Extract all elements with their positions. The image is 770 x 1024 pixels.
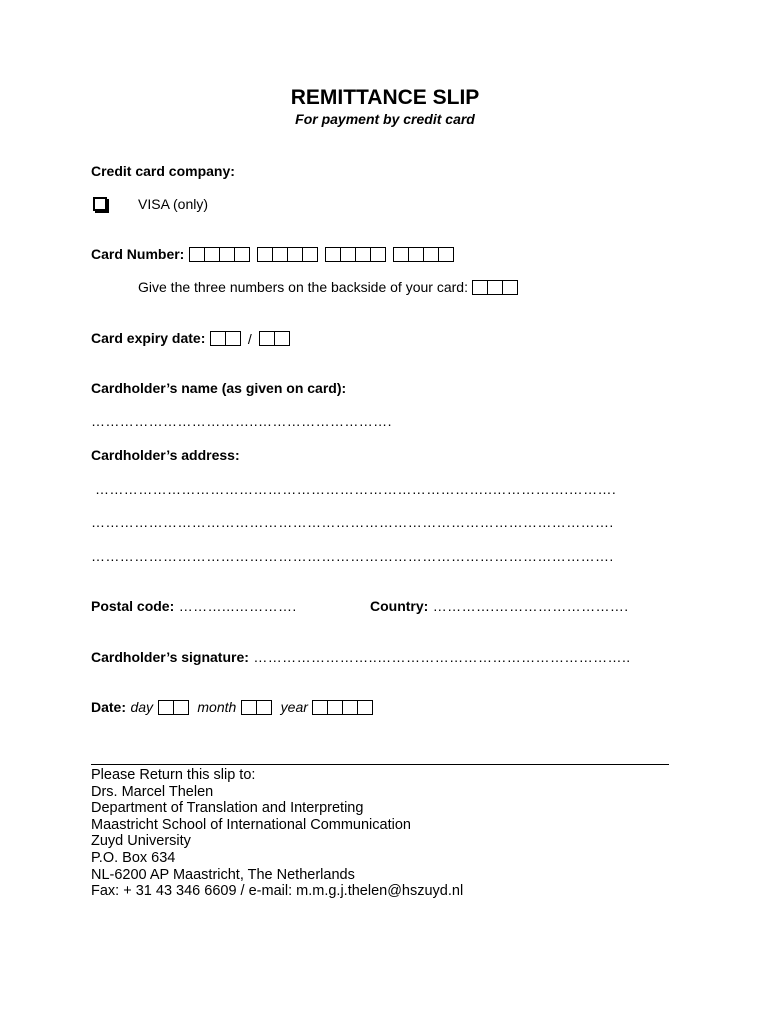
date-year-label: year bbox=[280, 699, 308, 715]
date-month-boxes[interactable] bbox=[241, 700, 272, 715]
signature-line[interactable]: ……………………..…………………………………………….. bbox=[253, 649, 631, 665]
expiry-year-boxes[interactable] bbox=[259, 331, 290, 346]
expiry-separator: / bbox=[247, 330, 252, 347]
return-city: NL-6200 AP Maastricht, The Netherlands bbox=[91, 866, 355, 883]
postal-code-label: Postal code: bbox=[91, 598, 175, 614]
card-number-group-3[interactable] bbox=[325, 247, 386, 262]
return-school: Maastricht School of International Communication bbox=[91, 816, 411, 833]
footer-divider bbox=[91, 764, 669, 765]
address-line-2[interactable]: ………………………………………………………………………………………………. bbox=[91, 514, 614, 530]
visa-checkbox[interactable] bbox=[93, 197, 107, 211]
date-label: Date: bbox=[91, 699, 127, 715]
cardholder-name-line[interactable]: ……………………………..………………………. bbox=[91, 413, 392, 429]
return-name: Drs. Marcel Thelen bbox=[91, 783, 214, 800]
card-number-group-1[interactable] bbox=[189, 247, 250, 262]
country-line[interactable]: ………….………………………. bbox=[432, 598, 629, 614]
card-number-label: Card Number: bbox=[91, 246, 185, 262]
expiry-row bbox=[91, 330, 290, 348]
visa-option-label: VISA (only) bbox=[138, 196, 209, 212]
date-day-boxes[interactable] bbox=[158, 700, 189, 715]
return-department: Department of Translation and Interpreting bbox=[91, 800, 364, 817]
cardholder-address-label: Cardholder’s address: bbox=[91, 447, 240, 463]
return-instruction: Please Return this slip to: bbox=[91, 767, 256, 783]
return-contact: Fax: + 31 43 346 6609 / e-mail: m.m.g.j.thelen@hszuyd.nl bbox=[91, 883, 464, 900]
date-day-label: day bbox=[130, 699, 154, 715]
date-month-label: month bbox=[197, 699, 237, 715]
expiry-month-boxes[interactable] bbox=[210, 331, 241, 346]
card-number-group-2[interactable] bbox=[257, 247, 318, 262]
address-line-1[interactable]: ………………………………………………………………………..…………….………. bbox=[95, 481, 617, 497]
credit-card-company-label: Credit card company: bbox=[91, 163, 235, 179]
card-number-group-4[interactable] bbox=[393, 247, 454, 262]
return-address-block bbox=[91, 767, 463, 900]
date-year-boxes[interactable] bbox=[312, 700, 373, 715]
cardholder-name-label: Cardholder’s name (as given on card): bbox=[91, 380, 347, 396]
card-number-row bbox=[91, 246, 454, 264]
country-row bbox=[370, 598, 629, 616]
cvc-row bbox=[138, 279, 518, 297]
return-university: Zuyd University bbox=[91, 833, 191, 850]
postal-code-row bbox=[91, 598, 297, 616]
page-title: REMITTANCE SLIP bbox=[290, 86, 480, 109]
date-row bbox=[91, 699, 373, 717]
page-subtitle: For payment by credit card bbox=[295, 111, 475, 127]
signature-row bbox=[91, 649, 631, 667]
cvc-boxes[interactable] bbox=[472, 280, 518, 295]
signature-label: Cardholder’s signature: bbox=[91, 649, 249, 665]
address-line-3[interactable]: ………………………………………………………………………………………………. bbox=[91, 548, 614, 564]
return-po-box: P.O. Box 634 bbox=[91, 849, 176, 866]
cvc-prompt: Give the three numbers on the backside of your card: bbox=[138, 279, 468, 295]
expiry-label: Card expiry date: bbox=[91, 330, 206, 346]
country-label: Country: bbox=[370, 598, 429, 614]
postal-code-line[interactable]: ………...…………. bbox=[178, 598, 297, 614]
